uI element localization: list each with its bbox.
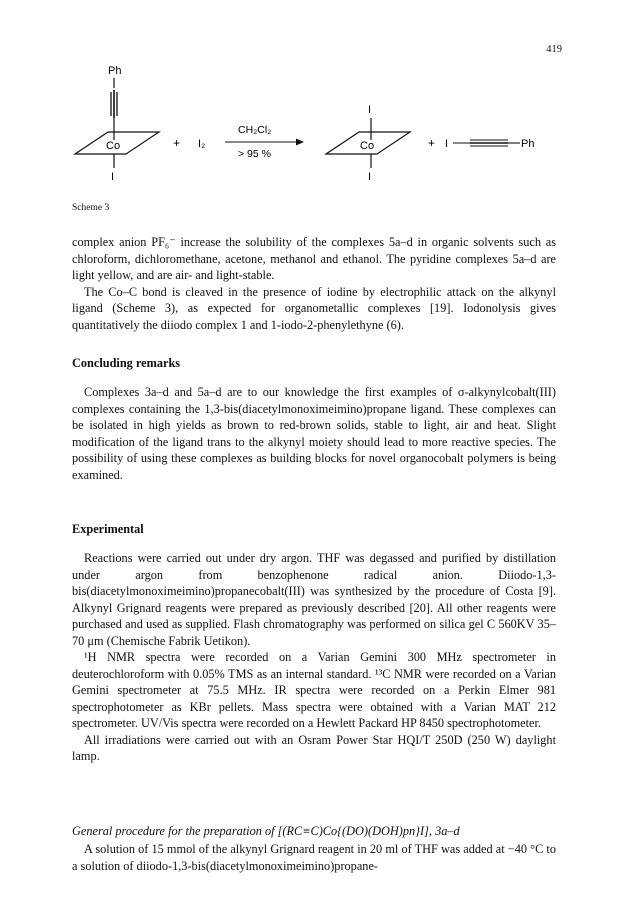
heading-experimental: Experimental [72,522,144,536]
left-iodine-label: I [111,171,115,183]
page-number: 419 [546,44,562,55]
experimental-text [72,550,556,765]
left-co-label: Co [106,140,121,152]
arrow-head-icon [296,139,304,146]
yield-label: > 95 % [238,148,271,160]
left-ph-label: Ph [108,65,122,77]
paragraph-irradiation: All irradiations were carried out with an Osram Power Star HQI/T 250D (250 W) daylight lamp. [72,732,556,763]
paragraph-conclusions: Complexes 3a–d and 5a–d are to our knowledge the first examples of σ-alkynylcobalt(III) complexes containing the 1,3-bis(diacetylmonoximeimino)propane ligand. These complexes can be isolated in high yields as brown to red-brown solids, stable to light, air and heat. Slight modification of the ligand trans to the alkynyl moiety should lead to more reactive species. The possibility of using these complexes as building blocks for novel organocobalt polymers is being examined. [72,385,556,482]
heading-concluding-remarks: Concluding remarks [72,356,181,370]
right-top-iodine-label: I [368,104,372,116]
procedure-text [72,841,556,874]
iodoalkyne-iodine-label: I [445,138,449,150]
results-text [72,234,556,333]
right-bottom-iodine-label: I [368,171,372,183]
iodoalkyne-ph-label: Ph [521,138,535,150]
paragraph-cleavage: The Co–C bond is cleaved in the presence of iodine by electrophilic attack on the alkynyl ligand (Scheme 3), as expected for organometallic complexes [19]. Iodonolysis gives quantitatively the diiodo complex 1 and 1-iodo-2-phenylethyne (6). [72,284,556,332]
paragraph-solubility: complex anion PF₆⁻ increase the solubility of the complexes 5a–d in organic solvents such as chloroform, dichloromethane, acetone, methanol and ethanol. The pyridine complexes 5a–d are light yellow, and are air- and light-stable. [72,235,556,282]
scheme-caption: Scheme 3 [72,203,110,213]
paragraph-instruments: ¹H NMR spectra were recorded on a Varian Gemini 300 MHz spectrometer in deuterochloroform with 0.05% TMS as an internal standard. ¹³C NMR were recorded on a Varian Gemini spectrometer at 75.5 MHz. IR spectra were recorded on a Perkin Elmer 981 spectrophotometer as KBr pellets. Mass spectra were obtained with a Varian MAT 212 spectrometer. UV/Vis spectra were recorded on a Hewlett Packard HP 8450 spectrophotometer. [72,650,556,730]
scheme-3-diagram [62,60,562,210]
concluding-text [72,384,556,483]
plus-sign-2: + [428,136,436,150]
plus-sign-1: + [173,136,181,150]
solvent-label: CH₂Cl₂ [238,124,272,136]
subheading-general-procedure: General procedure for the preparation of [(RC≡C)Co{(DO)(DOH)pn}I], 3a–d [72,824,460,838]
iodine-reagent: I₂ [198,138,206,150]
paragraph-methods: Reactions were carried out under dry argon. THF was degassed and purified by distillation under argon from benzophenone radical anion. Diiodo-1,3-bis(diacetylmonoximeimino)propanecobalt(III) was synthesized by the procedure of Costa [9]. Alkynyl Grignard reagents were prepared as previously described [20]. All other reagents were purchased and used as supplied. Flash chromatography was performed on silica gel C 560KV 35–70 μm (Chemische Fabrik Uetikon). [72,551,556,648]
right-co-label: Co [360,140,375,152]
paragraph-procedure: A solution of 15 mmol of the alkynyl Grignard reagent in 20 ml of THF was added at −40 °C to a solution of diiodo-1,3-bis(diacetylmonoximeimino)propane- [72,842,556,873]
